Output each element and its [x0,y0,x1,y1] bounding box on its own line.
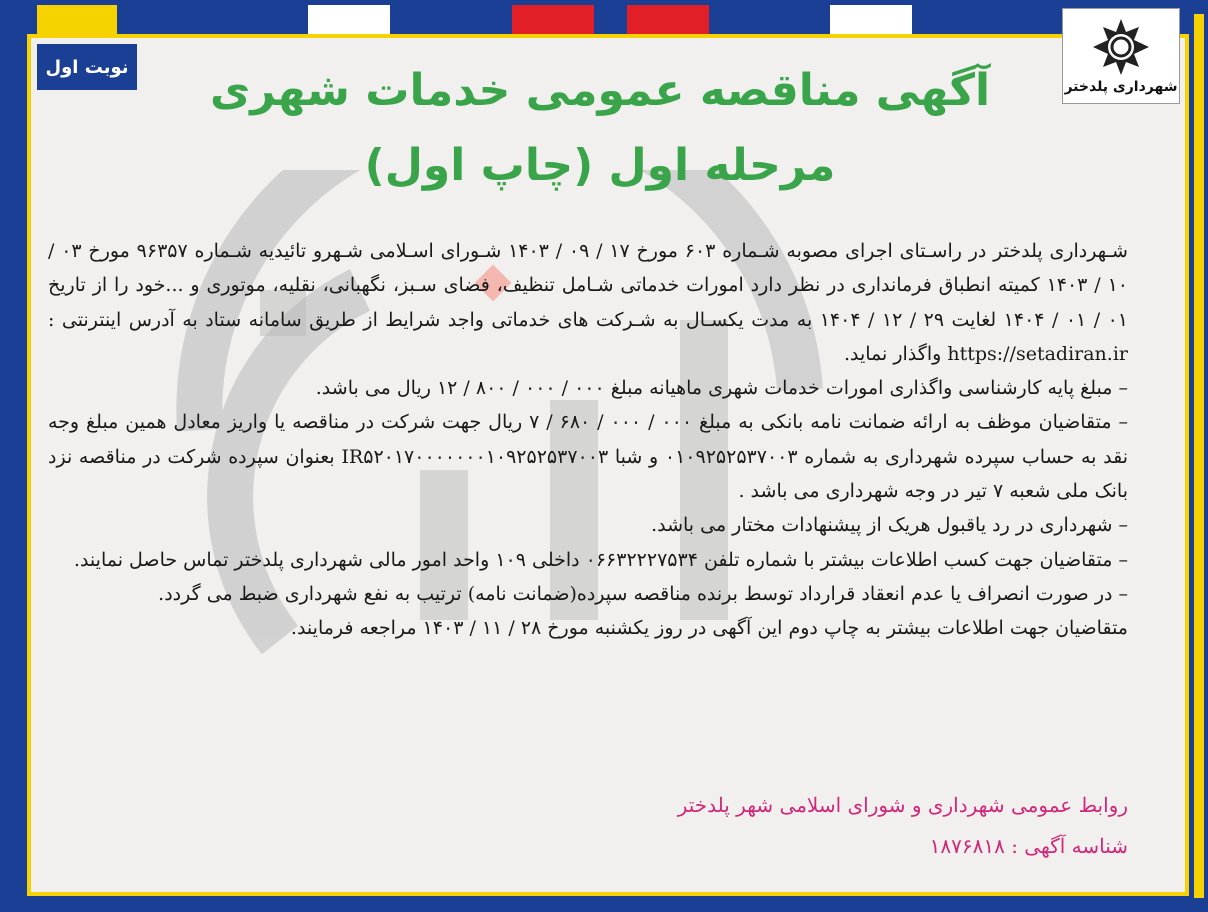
top-tab-white-1 [308,5,390,34]
top-tab-red-1 [512,5,594,34]
ad-title: آگهی مناقصه عمومی خدمات شهری [209,65,991,116]
ad-body [48,234,1128,646]
top-tab-red-2 [627,5,709,34]
paragraph-second-print: متقاضیان جهت اطلاعات بیشتر به چاپ دوم این آگهی در روز یکشنبه مورخ ۲۸ / ۱۱ / ۱۴۰۳ مراجعه فرمایند. [290,617,1128,640]
paragraph-guarantee: – متقاضیان موظف به ارائه ضمانت نامه بانکی به مبلغ ۰۰۰ / ۰۰۰ / ۶۸۰ / ۷ ریال جهت شرکت در مناقصه یا واریز معادل همین مبلغ وجه نقد به حساب سپرده شهرداری به شماره ۰۱۰۹۲۵۲۵۳۷۰۰۳ و شبا IR۵۲۰۱۷۰۰۰۰۰۰۰۱۰۹۲۵۲۵۳۷۰۰۳ بعنوان سپرده شرکت در مناقصه نزد بانک ملی شعبه ۷ تیر در وجه شهرداری می باشد . [48,411,1128,503]
municipal-emblem-icon [1091,17,1151,77]
right-border [1190,0,1208,912]
paragraph-rights: – شهرداری در رد یاقبول هریک از پیشنهادات مختار می باشد. [651,514,1128,537]
paragraph-intro: شـهرداری پلدختر در راسـتای اجرای مصوبه شـماره ۶۰۳ مورخ ۱۷ / ۰۹ / ۱۴۰۳ شـورای اسـلامی شـهرو تائیدیه شـماره ۹۶۳۵۷ مورخ ۰۳ / ۱۰ / ۱۴۰۳ کمیته انطباق فرمانداری در نظر دارد امورات خدماتی شـامل تنظیف، فضای سـبز، نگهبانی، نقلیه، موتوری و ...خود را از تاریخ ۰۱ / ۰۱ / ۱۴۰۴ لغایت ۲۹ / ۱۲ / ۱۴۰۴ به مدت یکسـال به شـرکت های خدماتی واجد شرایط از طریق سامانه ستاد به آدرس اینترنتی : https://setadiran.ir واگذار نماید. [48,240,1128,365]
paragraph-base-price: – مبلغ پایه کارشناسی واگذاری امورات خدمات شهری ماهیانه مبلغ ۰۰۰ / ۰۰۰ / ۸۰۰ / ۱۲ ریال می باشد. [315,377,1128,400]
logo [1062,8,1180,104]
logo-caption: شهرداری پلدختر [1064,79,1178,95]
paragraph-forfeit: – در صورت انصراف یا عدم انعقاد قرارداد توسط برنده مناقصه سپرده(ضمانت نامه) ترتیب به نفع شهرداری ضبط می گردد. [158,582,1128,605]
paragraph-contact: – متقاضیان جهت کسب اطلاعات بیشتر با شماره تلفن ۰۶۶۳۲۲۲۷۵۳۴ داخلی ۱۰۹ واحد امور مالی شهرداری پلدختر تماس حاصل نمایند. [73,548,1128,571]
public-relations-signature: روابط عمومی شهرداری و شورای اسلامی شهر پلدختر [677,793,1128,817]
notice-badge: نوبت اول [37,44,137,90]
top-tab-white-2 [830,5,912,34]
top-tab-yellow [37,5,117,34]
ad-subtitle: مرحله اول (چاپ اول) [364,140,836,191]
ad-id: شناسه آگهی : ۱۸۷۶۸۱۸ [929,834,1128,858]
